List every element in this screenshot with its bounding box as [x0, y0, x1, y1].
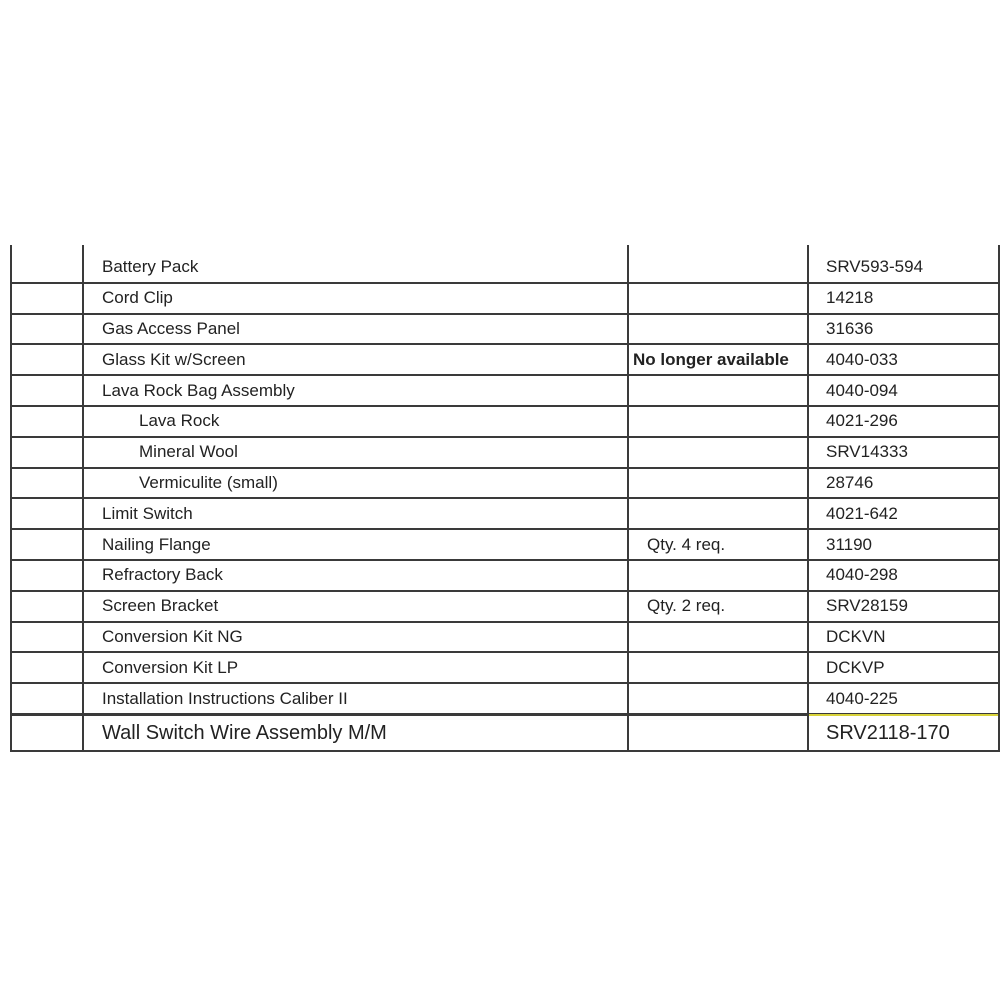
- table-row: [10, 344, 1000, 375]
- part-number-cell: 4021-642: [826, 503, 898, 523]
- index-cell: [10, 406, 82, 437]
- description-cell: Glass Kit w/Screen: [102, 349, 246, 369]
- part-number-cell: DCKVP: [826, 657, 885, 677]
- description-cell: Refractory Back: [102, 565, 223, 585]
- row-divider: [10, 497, 1000, 499]
- row-divider: [10, 282, 1000, 284]
- index-cell: [10, 717, 82, 750]
- index-cell: [10, 375, 82, 406]
- row-divider: [10, 651, 1000, 653]
- row-divider: [10, 374, 1000, 376]
- table-row: [10, 717, 1000, 750]
- row-divider: [10, 436, 1000, 438]
- index-cell: [10, 622, 82, 653]
- table-row: [10, 468, 1000, 499]
- table-row: [10, 622, 1000, 653]
- part-number-cell: SRV14333: [826, 442, 908, 462]
- index-cell: [10, 314, 82, 345]
- column-divider: [998, 245, 1000, 751]
- column-divider: [10, 245, 12, 751]
- index-cell: [10, 529, 82, 560]
- index-cell: [10, 652, 82, 683]
- description-cell: Wall Switch Wire Assembly M/M: [102, 722, 387, 744]
- index-cell: [10, 252, 82, 283]
- description-cell: Limit Switch: [102, 503, 193, 523]
- index-cell: [10, 560, 82, 591]
- note-cell: [627, 652, 807, 683]
- index-cell: [10, 468, 82, 499]
- description-cell: Gas Access Panel: [102, 318, 240, 338]
- index-cell: [10, 344, 82, 375]
- description-cell: Lava Rock Bag Assembly: [102, 380, 295, 400]
- index-cell: [10, 683, 82, 714]
- note-cell: [627, 468, 807, 499]
- table-row: [10, 560, 1000, 591]
- row-divider: [10, 528, 1000, 530]
- description-cell: Screen Bracket: [102, 596, 219, 616]
- row-divider: [10, 682, 1000, 684]
- note-cell: [627, 252, 807, 283]
- index-cell: [10, 591, 82, 622]
- index-cell: [10, 283, 82, 314]
- description-cell: Conversion Kit NG: [102, 626, 243, 646]
- table-row: [10, 283, 1000, 314]
- part-number-cell: 4040-033: [826, 349, 898, 369]
- note-cell: [627, 375, 807, 406]
- note-cell: [627, 683, 807, 714]
- table-row: [10, 652, 1000, 683]
- row-divider: [10, 590, 1000, 592]
- table-row: [10, 375, 1000, 406]
- part-number-cell: 28746: [826, 472, 874, 492]
- description-cell: Installation Instructions Caliber II: [102, 688, 348, 708]
- column-divider: [627, 245, 629, 751]
- table-row: [10, 406, 1000, 437]
- table-row: [10, 314, 1000, 345]
- note-cell: [627, 622, 807, 653]
- part-number-cell: 4040-298: [826, 565, 898, 585]
- table-row: [10, 529, 1000, 560]
- description-cell: Lava Rock: [139, 411, 220, 431]
- part-number-cell: SRV28159: [826, 596, 908, 616]
- description-cell: Nailing Flange: [102, 534, 211, 554]
- index-cell: [10, 437, 82, 468]
- part-number-cell: 4040-094: [826, 380, 898, 400]
- note-cell: Qty. 2 req.: [647, 596, 726, 616]
- row-divider: [10, 343, 1000, 345]
- part-number-cell: SRV2118-170: [826, 722, 950, 744]
- part-number-cell: 14218: [826, 288, 874, 308]
- index-cell: [10, 498, 82, 529]
- part-number-cell: 31190: [826, 534, 873, 554]
- column-divider: [807, 245, 809, 751]
- section-divider: [10, 714, 807, 716]
- description-cell: Conversion Kit LP: [102, 657, 239, 677]
- description-cell: Vermiculite (small): [139, 472, 278, 492]
- table-row: [10, 252, 1000, 283]
- row-divider: [10, 467, 1000, 469]
- row-divider: [10, 405, 1000, 407]
- note-cell: [627, 314, 807, 345]
- note-cell: [627, 283, 807, 314]
- table-row: [10, 498, 1000, 529]
- description-cell: Battery Pack: [102, 257, 199, 277]
- table-bottom-border: [10, 750, 1000, 752]
- note-cell: [627, 406, 807, 437]
- note-cell: Qty. 4 req.: [647, 534, 726, 554]
- row-divider: [10, 313, 1000, 315]
- note-cell: [627, 437, 807, 468]
- part-number-cell: 4040-225: [826, 688, 898, 708]
- column-divider: [82, 245, 84, 751]
- part-number-cell: SRV593-594: [826, 257, 924, 277]
- part-number-cell: DCKVN: [826, 626, 886, 646]
- part-number-cell: 31636: [826, 318, 874, 338]
- table-row: [10, 591, 1000, 622]
- note-cell: No longer available: [633, 349, 789, 369]
- description-cell: Mineral Wool: [139, 442, 238, 462]
- row-divider: [10, 559, 1000, 561]
- table-row: [10, 683, 1000, 714]
- note-cell: [627, 498, 807, 529]
- row-divider: [10, 621, 1000, 623]
- table-row: [10, 437, 1000, 468]
- section-divider-highlight: [807, 714, 1000, 716]
- note-cell: [627, 560, 807, 591]
- description-cell: Cord Clip: [102, 288, 173, 308]
- part-number-cell: 4021-296: [826, 411, 898, 431]
- note-cell: [627, 717, 807, 750]
